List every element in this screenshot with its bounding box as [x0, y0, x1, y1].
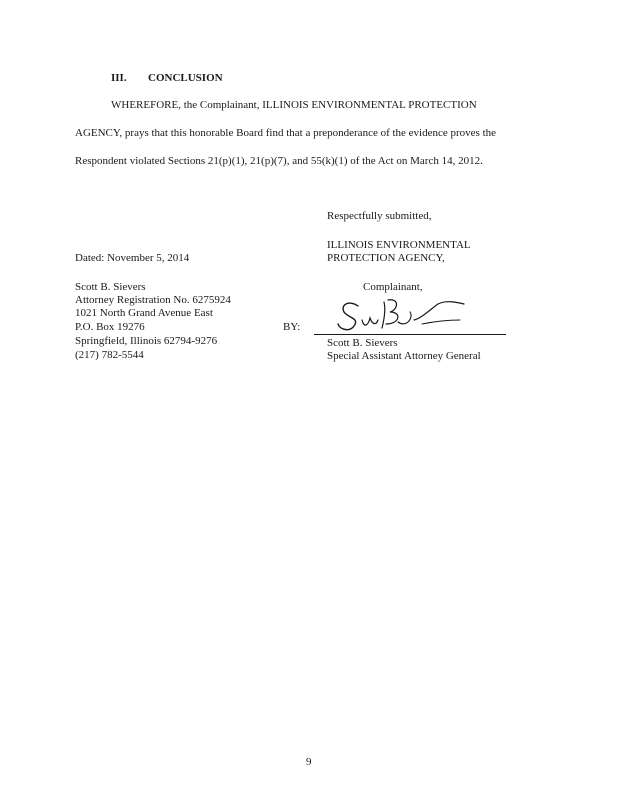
attorney-address: 1021 North Grand Avenue East	[75, 307, 213, 319]
section-number: III.	[111, 72, 127, 84]
complainant-label: Complainant,	[363, 281, 423, 293]
by-label: BY:	[283, 321, 301, 333]
agency-name-line-1: ILLINOIS ENVIRONMENTAL	[327, 239, 471, 251]
attorney-po-box: P.O. Box 19276	[75, 321, 145, 333]
attorney-registration: Attorney Registration No. 6275924	[75, 294, 231, 306]
signer-name: Scott B. Sievers	[327, 337, 398, 349]
dated-line: Dated: November 5, 2014	[75, 252, 190, 264]
attorney-name: Scott B. Sievers	[75, 281, 146, 293]
respectfully-submitted: Respectfully submitted,	[327, 210, 432, 222]
section-title: CONCLUSION	[148, 72, 223, 84]
page-number: 9	[306, 756, 312, 768]
attorney-phone: (217) 782-5544	[75, 349, 144, 361]
body-line-1: WHEREFORE, the Complainant, ILLINOIS ENVIRONMENTAL PROTECTION	[111, 99, 477, 111]
body-line-3: Respondent violated Sections 21(p)(1), 21(p)(7), and 55(k)(1) of the Act on March 14, 2012.	[75, 155, 483, 167]
signer-title: Special Assistant Attorney General	[327, 350, 481, 362]
body-line-2: AGENCY, prays that this honorable Board find that a preponderance of the evidence proves the	[75, 127, 497, 139]
handwritten-signature	[336, 294, 466, 336]
attorney-city: Springfield, Illinois 62794-9276	[75, 335, 218, 347]
agency-name-line-2: PROTECTION AGENCY,	[327, 252, 445, 264]
